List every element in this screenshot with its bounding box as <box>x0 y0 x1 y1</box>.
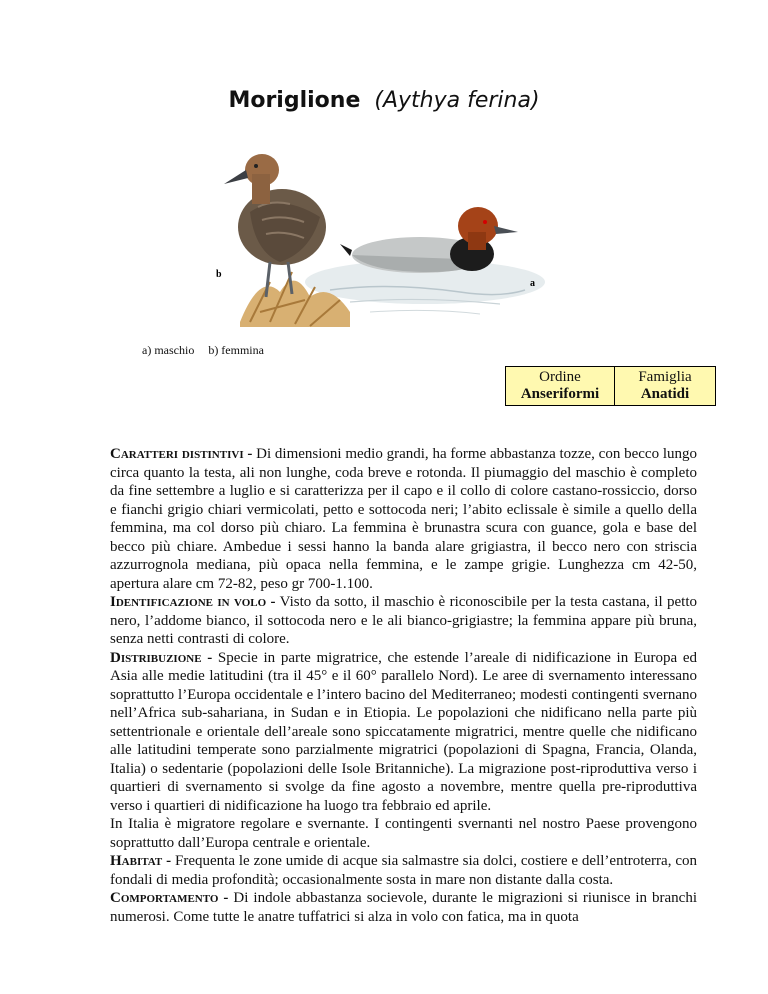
order-label: Ordine <box>539 369 581 385</box>
female-bill <box>224 170 248 184</box>
caption-female: b) femmina <box>208 343 264 357</box>
section-characteristics <box>110 445 697 593</box>
section-heading: Distribuzione - <box>110 649 213 666</box>
section-text: Visto da sotto, il maschio è riconoscibile per la testa castana, il petto nero, l’addome bianco, il sottocoda nero e le ali bianco-grigiastre; la femmina appare più bruna, senza netti contrasti di colore. <box>110 594 697 647</box>
section-heading: Identificazione in volo - <box>110 594 276 610</box>
caption-male: a) maschio <box>142 343 195 357</box>
section-text: Di dimensioni medio grandi, ha forme abbastanza tozze, con becco lungo circa quanto la testa, ali non lunghe, coda breve e rotonda. Il piumaggio del maschio è completo da fine settembre a luglio e si caratterizza per il capo e il collo di colore castano-rossiccio, dorso e fianchi grigio chiari vermicolati, petto e sottocoda neri; l’abito eclissale è simile a quello della femmina, ma col dorso più chiaro. La femmina è brunastra scura con guance, gola e base del becco più chiare. Ambedue i sessi hanno la banda alare grigiastra, il becco nero con striscia azzurrognola mediana, più opaca nella femmina, e le zampe grigie. Lunghezza cm 42-50, apertura alare cm 72-82, peso gr 700-1.100. <box>110 446 698 592</box>
duck-illustration <box>200 122 545 342</box>
family-cell <box>615 367 716 406</box>
section-text: Specie in parte migratrice, che estende l’areale di nidificazione in Europa ed Asia alle medie latitudini (tra il 45° e il 60° parallelo Nord). Le aree di svernamento interessano soprattutto l’Europa occidentale e l’intero bacino del Mediterraneo; modesti contingenti svernano nell’Africa sub-sahariana, in Sudan e in Etiopia. Le popolazioni che nidificano nella parte più settentrionale e orientale dell’areale sono spiccatamente migratrici, mentre quelle che nidificano alle latitudini temperate sono parzialmente migratrici (popolazioni di Spagna, Francia, Olanda, Italia) o sedentarie (popolazioni delle Isole Britanniche). La migrazione post-riproduttiva verso i quartieri di svernamento si svolge da fine agosto a novembre, mentre quella pre-riproduttiva verso i quartieri di nidificazione ha luogo tra febbraio ed aprile. <box>110 649 697 814</box>
section-heading: Caratteri distintivi - <box>110 446 253 462</box>
figure-label-a: a <box>530 278 535 289</box>
section-behaviour <box>110 889 697 926</box>
figure-label-b: b <box>216 269 222 280</box>
figure-caption <box>142 343 278 358</box>
scientific-name: (Aythya ferina) <box>374 88 540 113</box>
body-text <box>110 445 697 926</box>
page-title <box>0 88 768 113</box>
family-label: Famiglia <box>638 369 692 385</box>
common-name: Moriglione <box>228 88 361 113</box>
section-text: Frequenta le zone umide di acque sia salmastre sia dolci, costiere e dell’entroterra, con fondali di media profondità; occasionalmente sosta in mare non distante dalla costa. <box>110 853 698 888</box>
order-cell <box>506 367 615 406</box>
section-text: Di indole abbastanza socievole, durante le migrazioni si riunisce in branchi numerosi. Come tutte le anatre tuffatrici si alza in volo con fatica, ma in quota <box>110 890 697 925</box>
family-value: Anatidi <box>640 386 690 402</box>
section-italy <box>110 815 697 852</box>
section-heading: Habitat - <box>110 853 172 869</box>
section-flight-id <box>110 593 697 649</box>
taxonomy-table <box>505 366 716 406</box>
section-distribution <box>110 649 697 816</box>
section-habitat <box>110 852 697 889</box>
male-bill <box>494 226 518 234</box>
duck-drawing <box>200 122 545 342</box>
section-text: In Italia è migratore regolare e svernante. I contingenti svernanti nel nostro Paese provengono soprattutto dall’Europa centrale e orientale. <box>110 816 697 851</box>
order-value: Anseriformi <box>520 386 600 402</box>
section-heading: Comportamento - <box>110 890 229 906</box>
